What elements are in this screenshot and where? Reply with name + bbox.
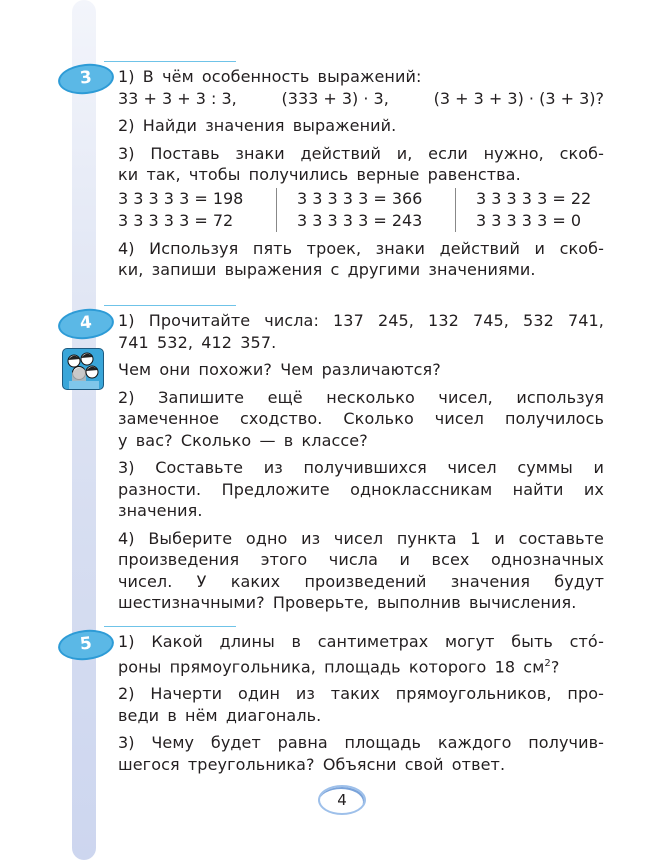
- equations-column-2: [276, 188, 455, 232]
- equations-grid: [118, 188, 604, 232]
- text-line: 1) Какой длины в сантиметрах могут быть стó-: [118, 632, 604, 651]
- text-line: 4) Выберите одно из чисел пункта 1 и составьте: [118, 528, 604, 548]
- task-4-part-2: [118, 387, 604, 452]
- equation: 3 3 3 3 3 = 366: [297, 188, 423, 208]
- text-line: произведения этого числа и всех однозначных: [118, 550, 604, 569]
- expression: 33 + 3 + 3 : 3,: [118, 88, 237, 108]
- task-3-part-1: [118, 66, 604, 88]
- equation: 3 3 3 3 3 = 243: [297, 210, 423, 230]
- text-line: 3) Поставь знаки действий и, если нужно, скоб-: [118, 143, 604, 163]
- task-4-rule: [104, 305, 236, 306]
- equation: 3 3 3 3 3 = 72: [118, 210, 234, 230]
- equations-column-1: [118, 188, 276, 232]
- equation: 3 3 3 3 3 = 198: [118, 188, 244, 208]
- task-3: [118, 66, 604, 287]
- text-line: 741 532, 412 357.: [118, 332, 277, 352]
- group-work-icon: [62, 348, 104, 390]
- text-line: замеченное сходство. Сколько чисел получилось: [118, 409, 604, 428]
- superscript: 2: [544, 657, 551, 669]
- text-line: ки, запиши выражения с другими значениями.: [118, 260, 536, 279]
- page-number: 4: [318, 785, 366, 815]
- text-line: значения.: [118, 501, 203, 520]
- task-4: [118, 310, 604, 620]
- equation: 3 3 3 3 3 = 0: [476, 210, 581, 230]
- task-5-part-3: [118, 732, 604, 775]
- text-line: [118, 653, 604, 678]
- equations-column-3: [455, 188, 604, 232]
- text-line: шегося треугольника? Объясни свой ответ.: [118, 754, 506, 774]
- equation: 3 3 3 3 3 = 22: [476, 188, 592, 208]
- text-line: 1) Прочитайте числа: 137 245, 132 745, 532 741,: [118, 311, 604, 330]
- text-line: веди в нём диагональ.: [118, 705, 322, 725]
- task-5-rule: [104, 626, 236, 627]
- expression: (333 + 3) · 3,: [281, 88, 389, 108]
- task-4-part-1: [118, 310, 604, 353]
- text-fragment: ?: [550, 656, 560, 676]
- task-4-part-4: [118, 528, 604, 614]
- text-line: разности. Предложите одноклассникам найти их: [118, 479, 604, 499]
- task-5-part-1: [118, 631, 604, 677]
- text-line: ки так, чтобы получились верные равенства.: [118, 165, 521, 184]
- text-line: 2) Начерти один из таких прямоугольников, про-: [118, 684, 604, 704]
- expression: (3 + 3 + 3) · (3 + 3)?: [433, 88, 604, 108]
- text-line: чисел. У каких произведений значения будут: [118, 571, 604, 591]
- task-4-part-1b: [118, 359, 604, 381]
- task-3-expressions: [118, 88, 604, 110]
- task-3-number-badge: 3: [57, 61, 116, 97]
- text-fragment: роны прямоугольника, площадь которого 18 см: [118, 656, 545, 676]
- text-line: 2) Запишите ещё несколько чисел, используя: [118, 387, 604, 407]
- task-4-number-badge: 4: [57, 306, 116, 342]
- task-5-number-badge: 5: [57, 627, 116, 663]
- task-4-part-3: [118, 457, 604, 522]
- task-5-part-2: [118, 683, 604, 726]
- text-line: у вас? Сколько — в классе?: [118, 430, 368, 450]
- text-line: Чем они похожи? Чем различаются?: [118, 360, 441, 379]
- task-3-part-3: [118, 143, 604, 186]
- task-3-part-2: [118, 115, 604, 137]
- text-line: 3) Составьте из получившихся чисел суммы и: [118, 458, 604, 477]
- text-line: 4) Используя пять троек, знаки действий и скоб-: [118, 238, 604, 258]
- margin-band: [72, 0, 96, 860]
- text-line: 1) В чём особенность выражений:: [118, 67, 422, 86]
- task-3-rule: [104, 61, 236, 62]
- text-line: 2) Найди значения выражений.: [118, 116, 397, 135]
- task-5: [118, 631, 604, 781]
- task-3-part-4: [118, 238, 604, 281]
- text-line: 3) Чему будет равна площадь каждого получив-: [118, 733, 604, 753]
- text-line: шестизначными? Проверьте, выполнив вычисления.: [118, 593, 577, 612]
